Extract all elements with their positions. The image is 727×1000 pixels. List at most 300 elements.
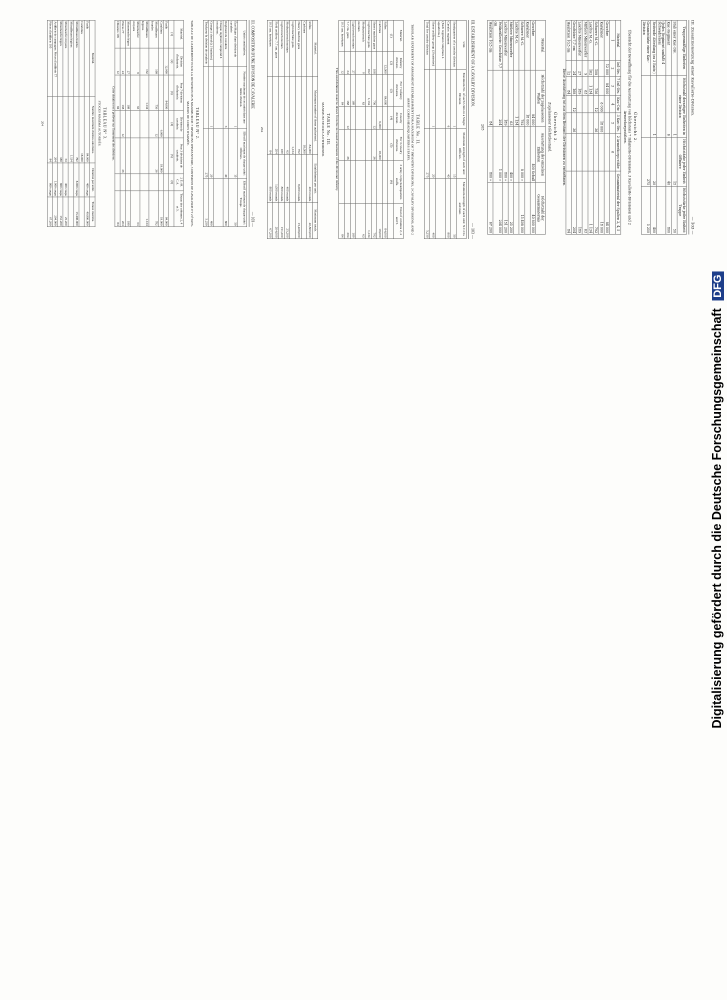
table-cell: 1,134 xyxy=(290,77,296,155)
table-cell xyxy=(164,138,169,174)
page-footer: 204 xyxy=(40,121,45,126)
table-cell xyxy=(115,174,120,191)
table-cell: 12 xyxy=(571,96,577,113)
row-label: Pièces d'artillerie 105 xyxy=(47,20,52,96)
table-cell xyxy=(301,203,307,239)
table-cell xyxy=(350,106,356,130)
table-row xyxy=(599,20,605,234)
table-row xyxy=(58,20,63,226)
table-cell: 15,408,000 xyxy=(295,203,301,239)
table-cell xyxy=(604,96,610,113)
table-cell: 12 xyxy=(566,60,572,76)
column-header: 2 É.-M. C.A. xyxy=(174,174,183,191)
column-header: Material. xyxy=(394,20,404,51)
table-row xyxy=(84,20,89,226)
table-cell: 67,200 xyxy=(267,203,273,239)
table-cell: 63 xyxy=(356,203,366,239)
row-label: Mitrailleuses lourdes xyxy=(74,20,79,96)
table-cell xyxy=(164,174,169,191)
row-label: Schwere M.-G. xyxy=(593,20,599,60)
table-cell xyxy=(158,174,163,191)
table-cell: 20 xyxy=(209,129,214,179)
table-row xyxy=(125,20,130,226)
table-cell: 204 xyxy=(493,70,503,126)
table-cell xyxy=(656,76,666,137)
table-row xyxy=(530,20,536,234)
table-cell xyxy=(656,137,666,186)
table-cell: 756 xyxy=(371,75,377,107)
table-cell: 24 xyxy=(571,60,577,76)
table-row xyxy=(209,20,214,226)
page-header xyxy=(689,20,695,235)
table-row xyxy=(651,20,657,234)
table-cell: 189 xyxy=(350,75,356,107)
column-header: Inf.-Div. xyxy=(616,62,621,75)
watermark-text: Digitalisierung gefördert durch die Deutsche Forschungsgemeinschaft xyxy=(710,308,724,729)
table-cell: 36 xyxy=(345,130,351,161)
table-cell: 1 xyxy=(430,70,436,129)
table-cell: 12,000 xyxy=(382,51,388,75)
table-row xyxy=(582,20,588,234)
table-cell: 400 rounds xyxy=(284,155,290,203)
table-cell: 40 xyxy=(445,129,451,179)
table-cell: 18.000 xyxy=(158,138,163,174)
table-cell: 36 xyxy=(120,138,125,174)
row-label: Mitrailleuses légères xyxy=(140,20,149,48)
table-cell xyxy=(140,110,149,138)
column-header: Division d'infanterie. xyxy=(174,48,183,75)
column-header: Nombre maximum de ces unités dans une même division. xyxy=(238,66,247,128)
column-header: Effectif maximum de chaque unité: Troupe. xyxy=(238,178,247,226)
table-cell xyxy=(339,130,345,161)
table-cell: 151 200 xyxy=(503,182,509,234)
table-cell: 9 xyxy=(356,51,366,75)
column-number: 6 xyxy=(610,134,616,171)
table-cell: 8,000 rounds xyxy=(295,155,301,203)
table-cell xyxy=(350,130,356,161)
table-cell xyxy=(577,113,583,134)
table-cell: 40 xyxy=(223,129,228,179)
table-cell: 18.000 xyxy=(158,191,163,227)
column-header: For 3 cavalry divisions. xyxy=(394,130,404,161)
establishment-table xyxy=(203,20,247,227)
table-2-subtitle: TABULAR STATEMENT OF ARMAMENT ESTABLISHMENT FOR A MAXIMUM OF 7 INFANTRY DIVISIONS, 3 CAVALRY DIVISIONS, AND 2 ARMY CORPS HEADQUARTERS STAFFS. xyxy=(406,24,415,235)
table-cell: 12 xyxy=(339,51,345,75)
column-header: Höchststärke jeder Einheit: Offiziere xyxy=(677,137,687,186)
table-cell: 400 xyxy=(651,186,657,234)
table-cell xyxy=(290,203,296,239)
table-cell: 50 xyxy=(671,186,677,234)
row-label: Headquarters of a cavalry division xyxy=(451,20,457,69)
table-cell: 6 000 xyxy=(599,96,605,113)
table-cell: 400 xyxy=(209,178,214,226)
table-cell: 1,134 xyxy=(366,75,372,107)
row-label: Mittlere Minenwerfer xyxy=(582,20,588,60)
table-cell: 20 xyxy=(430,129,436,179)
table-cell xyxy=(371,161,377,203)
table-cell: 84 000 xyxy=(604,171,610,234)
column-header: 2 Armeekorps-stäbe xyxy=(615,134,621,171)
table-cell xyxy=(125,110,130,138)
table-row xyxy=(68,20,73,226)
table-cell: 84,000 xyxy=(307,77,313,155)
table-cell: 151.200 xyxy=(58,197,63,227)
table-cell: 204 xyxy=(52,97,57,163)
table-cell xyxy=(424,70,430,129)
row-label: Artillerie de campagne: Pièces d'artillerie 77 xyxy=(52,20,57,96)
row-label: Gewehre xyxy=(604,20,610,60)
table-cell: 189 xyxy=(350,203,356,239)
table-cell xyxy=(377,51,383,75)
column-number: (4) xyxy=(388,106,394,130)
row-label: Obusiers 105 xyxy=(115,20,120,48)
table-2-note: Cette dotation est à prélever sur l'armement des divisions. xyxy=(111,86,115,161)
table-cell: 15.408.000 xyxy=(74,197,79,227)
table-cell: 1,000 rounds xyxy=(273,155,279,203)
table-cell: 50 xyxy=(451,179,457,239)
table-cell xyxy=(588,134,594,171)
table-cell xyxy=(164,110,169,138)
row-label: Leichte M.-G. xyxy=(588,20,594,60)
establishment-table xyxy=(424,20,466,239)
column-number xyxy=(610,171,616,234)
table-cell: 5 250 xyxy=(641,186,651,234)
column-header: Matériel. xyxy=(174,20,183,48)
table-cell: 756 xyxy=(149,75,158,110)
table-cell xyxy=(214,66,223,128)
english-page xyxy=(260,20,476,239)
table-cell xyxy=(79,197,84,227)
table-cell: 25 200 xyxy=(508,182,514,234)
table-cell: 800 rounds xyxy=(279,155,285,203)
table-cell xyxy=(436,129,446,179)
table-3-subtitle: STOCKS MAXIMA AUTORISÉS. xyxy=(97,100,102,147)
row-label: Carbines xyxy=(301,20,307,77)
table-cell: 84 000 xyxy=(530,70,536,126)
row-label: Light machine guns xyxy=(366,20,372,51)
table-cell xyxy=(382,106,388,130)
column-number: (6) xyxy=(388,161,394,203)
row-label: Karabiner xyxy=(525,20,531,70)
table-cell: 15 xyxy=(671,137,677,186)
column-header: Kav.-Div. xyxy=(616,97,621,112)
table-cell xyxy=(131,110,140,138)
table-cell: 84 xyxy=(47,97,52,163)
table-cell xyxy=(131,174,140,191)
table-cell: 40,800,000 xyxy=(307,203,313,239)
table-cell: 12 xyxy=(149,110,158,138)
table-cell: 63 xyxy=(63,97,68,163)
table-2-note: Diese Ausstattung ist aus dem Bestand der Divisionen zu entnehmen. xyxy=(561,68,566,187)
row-label: Groupe à cheval (à 3 batteries) xyxy=(209,20,214,66)
table-2-title: Übersicht 2. xyxy=(632,112,638,143)
column-header: Material. xyxy=(312,20,318,77)
table-cell xyxy=(290,155,296,203)
table-cell: 162 xyxy=(588,60,594,76)
row-label: Rifles xyxy=(382,20,388,51)
column-header: 7 Inf.-Div. xyxy=(616,78,621,94)
german-page xyxy=(480,20,695,235)
table-cell: 400 xyxy=(430,179,436,239)
column-header: Unités constitutives. xyxy=(238,20,247,66)
table-row xyxy=(52,20,57,226)
page-number: — 103 — xyxy=(690,216,695,235)
table-cell xyxy=(339,106,345,130)
row-label: Mittlere Minenwerfer xyxy=(508,20,514,70)
table-cell: 792 xyxy=(593,171,599,234)
table-cell: 204 xyxy=(273,77,279,155)
page-footer: 204 xyxy=(260,126,265,133)
row-label: 7.7 cm. guns xyxy=(345,20,351,51)
row-label: Mitrailleuses lourdes xyxy=(149,20,158,48)
establishment-table xyxy=(641,20,687,235)
column-number: (3) xyxy=(388,75,394,107)
table-2-title: TABLEAU N° 2. xyxy=(194,107,200,140)
table-row xyxy=(377,20,383,239)
row-label: Régiment de cavalerie xyxy=(223,20,228,66)
table-cell: 800 coups xyxy=(58,163,63,197)
table-cell xyxy=(514,127,520,183)
column-header: Establishment per unit. xyxy=(312,155,318,203)
column-header: Maximum number of Arms authorised. xyxy=(312,77,318,155)
table-row xyxy=(430,20,436,239)
table-row xyxy=(47,20,52,226)
table-cell: 36 xyxy=(371,130,377,161)
table-cell xyxy=(115,110,120,138)
table-row xyxy=(666,20,672,234)
table-cell: 189 xyxy=(125,75,130,110)
row-label: (Jedes Regiment umfaßt 4 Schwadronen) xyxy=(656,20,666,75)
table-cell: 84.000 xyxy=(84,97,89,163)
table-3-title: TABLEAU N° 3. xyxy=(102,107,107,140)
row-label: Light machine guns xyxy=(290,20,296,77)
stocks-table xyxy=(487,20,545,235)
table-cell xyxy=(588,96,594,113)
table-row xyxy=(203,20,208,226)
row-label: État-Major d'une division de cavalerie xyxy=(228,20,237,66)
column-header: For 7 infantry divisions. xyxy=(394,75,404,107)
table-cell: 84,000 xyxy=(382,75,388,107)
table-cell: 63 xyxy=(131,191,140,227)
table-cell: 84 xyxy=(267,77,273,155)
table-cell xyxy=(214,129,223,179)
column-number: (1) xyxy=(388,20,394,51)
row-label: Reitende Abteilung (zu 3 Battr.) xyxy=(651,20,657,75)
table-cell: 84 xyxy=(488,70,494,126)
section-title: III. Zusammensetzung einer Kavallerie-Division. xyxy=(690,20,695,116)
table-cell xyxy=(377,161,383,203)
column-header: Material xyxy=(536,20,546,70)
table-cell: 800 xyxy=(666,186,672,234)
table-cell: 1 134 xyxy=(588,171,594,234)
table-3-subtitle: MAXIMUM STOCKS AUTHORISED. xyxy=(320,102,325,157)
table-cell: 400 coups xyxy=(84,163,89,197)
table-row xyxy=(571,20,577,234)
table-cell: 792 xyxy=(371,203,377,239)
table-row xyxy=(445,20,451,239)
row-label: Chaque régiment comprend 4 escadrons. xyxy=(214,20,223,66)
table-cell: 63 xyxy=(356,75,366,107)
table-cell: 400 Schuß xyxy=(530,127,536,183)
row-label: Horse artillery group (3 batteries) xyxy=(430,20,436,69)
table-cell: 108 xyxy=(371,51,377,75)
table-cell: 27 xyxy=(577,60,583,76)
table-cell xyxy=(79,163,84,197)
table-cell: 189 xyxy=(279,77,285,155)
table-cell xyxy=(339,161,345,203)
table-cell xyxy=(599,134,605,171)
table-cell xyxy=(125,174,130,191)
row-label: Total for cavalry division xyxy=(424,20,430,69)
column-header: Pour 7 divisions d'infanterie. xyxy=(174,75,183,110)
table-cell: 67.200 xyxy=(47,197,52,227)
table-cell: 189 xyxy=(577,76,583,95)
table-cell xyxy=(593,134,599,171)
table-row xyxy=(671,20,677,234)
table-cell xyxy=(345,161,351,203)
table-cell: 15 xyxy=(451,129,457,179)
table-cell: 204 xyxy=(571,171,577,234)
row-label: Leichte Minenwerfer xyxy=(503,20,509,70)
table-row xyxy=(382,20,388,239)
table-cell: 1 xyxy=(651,76,657,137)
table-cell xyxy=(436,179,446,239)
table-cell: 84 xyxy=(115,75,120,110)
table-cell: 189 xyxy=(125,191,130,227)
page-number: — 103 — xyxy=(470,223,475,239)
table-cell: 84 xyxy=(566,171,572,234)
table-cell: 1 xyxy=(228,66,237,128)
column-header: Cavalry division. xyxy=(394,106,404,130)
row-label: Medium trench mortars xyxy=(356,20,366,51)
table-cell: 24 xyxy=(120,48,125,75)
table-cell: 5.250 xyxy=(203,178,208,226)
column-header: Ausstattung der einzelnen Einheiten xyxy=(536,127,546,183)
row-label: Schwere M.-G. xyxy=(519,20,525,70)
column-header: Totaux des colonnes 2, 4 et 5. xyxy=(174,191,183,227)
armament-table xyxy=(339,20,404,239)
row-label: Feldartillerie: Geschütze 7,7 cm xyxy=(493,20,503,70)
table-cell: 12 xyxy=(115,48,120,75)
table-cell: 18.000 xyxy=(79,97,84,163)
column-header: Unit. xyxy=(457,20,467,69)
page-number: — 103 — xyxy=(250,211,255,227)
table-cell: 189 xyxy=(503,70,509,126)
table-cell xyxy=(525,182,531,234)
table-row xyxy=(577,20,583,234)
table-cell xyxy=(366,106,372,130)
table-row xyxy=(451,20,457,239)
table-row xyxy=(503,20,509,234)
table-2-note: This establishment must be drawn from the increased armaments of the divisional infantry. xyxy=(335,67,339,192)
table-cell: 1.000 coups xyxy=(52,163,57,197)
table-cell: 25.200 xyxy=(63,197,68,227)
column-number xyxy=(169,191,174,227)
column-header: Maximum No. of such Units in a Single Division. xyxy=(457,70,467,129)
table-cell: 189 xyxy=(577,171,583,234)
table-cell: 63 xyxy=(131,75,140,110)
column-header: Totaux maxima. xyxy=(90,197,95,227)
table-cell xyxy=(382,130,388,161)
table-cell xyxy=(599,60,605,76)
table-cell: 84,000 xyxy=(382,203,388,239)
table-cell: 792 xyxy=(295,77,301,155)
table-cell: 84 xyxy=(115,191,120,227)
column-number: 4 xyxy=(610,96,616,113)
table-row xyxy=(366,20,372,239)
row-label: Gesamtstärke einer Kav.-Division xyxy=(641,20,651,75)
column-number: (4) xyxy=(169,110,174,138)
table-row xyxy=(345,20,351,239)
table-cell: 27 xyxy=(350,51,356,75)
table-cell xyxy=(604,134,610,171)
table-row xyxy=(350,20,356,239)
table-cell: 162 xyxy=(366,51,372,75)
table-cell xyxy=(158,75,163,110)
stocks-table xyxy=(47,20,95,227)
page-footer: 205 xyxy=(480,123,485,131)
table-cell xyxy=(350,161,356,203)
row-label: Stab einer Kav.-Div. xyxy=(671,20,677,75)
table-cell xyxy=(577,134,583,171)
table-cell: 84 xyxy=(339,75,345,107)
armament-table xyxy=(565,20,621,235)
table-cell: 12 xyxy=(345,106,351,130)
table-cell: 24 xyxy=(345,51,351,75)
row-label: Gewehre xyxy=(530,20,536,70)
table-cell: 275 xyxy=(641,137,651,186)
table-cell xyxy=(120,174,125,191)
table-cell: 275 xyxy=(203,129,208,179)
row-label: Carabines xyxy=(158,20,163,48)
table-cell: 18 000 xyxy=(525,70,531,126)
table-cell: 40 800 000 xyxy=(530,182,536,234)
table-row xyxy=(223,20,228,226)
table-cell xyxy=(577,96,583,113)
row-label: Fusils xyxy=(164,20,169,48)
table-cell xyxy=(641,76,651,137)
column-header: Höchstzahl der zugelassenen Waffen xyxy=(536,70,546,126)
row-label: Light trench mortars xyxy=(279,20,285,77)
table-cell: 84 xyxy=(339,203,345,239)
table-cell xyxy=(68,163,73,197)
column-number: (2) xyxy=(169,48,174,75)
table-cell: 18,000 xyxy=(377,130,383,161)
table-row xyxy=(284,20,290,239)
table-row xyxy=(436,20,446,239)
french-page xyxy=(40,20,255,227)
table-cell xyxy=(566,96,572,113)
table-row xyxy=(493,20,503,234)
column-header: Pour 3 divisions de cavalerie. xyxy=(174,138,183,174)
row-label: Leichte Minenwerfer xyxy=(577,20,583,60)
table-cell: 400 coups xyxy=(63,163,68,197)
table-cell: 15 408 000 xyxy=(519,182,525,234)
table-row xyxy=(307,20,313,239)
table-cell: 36 xyxy=(593,113,599,134)
table-cell xyxy=(214,178,223,226)
table-cell: 1 000 » xyxy=(493,127,503,183)
table-cell: 20 xyxy=(651,137,657,186)
table-cell: 1 134 xyxy=(588,76,594,95)
table-cell xyxy=(366,161,372,203)
table-row xyxy=(588,20,594,234)
table-cell: 275 xyxy=(424,129,430,179)
table-cell: 1 xyxy=(209,66,214,128)
column-number: (1) xyxy=(169,20,174,48)
table-cell: 204,000 xyxy=(273,203,279,239)
column-number: (5) xyxy=(388,130,394,161)
